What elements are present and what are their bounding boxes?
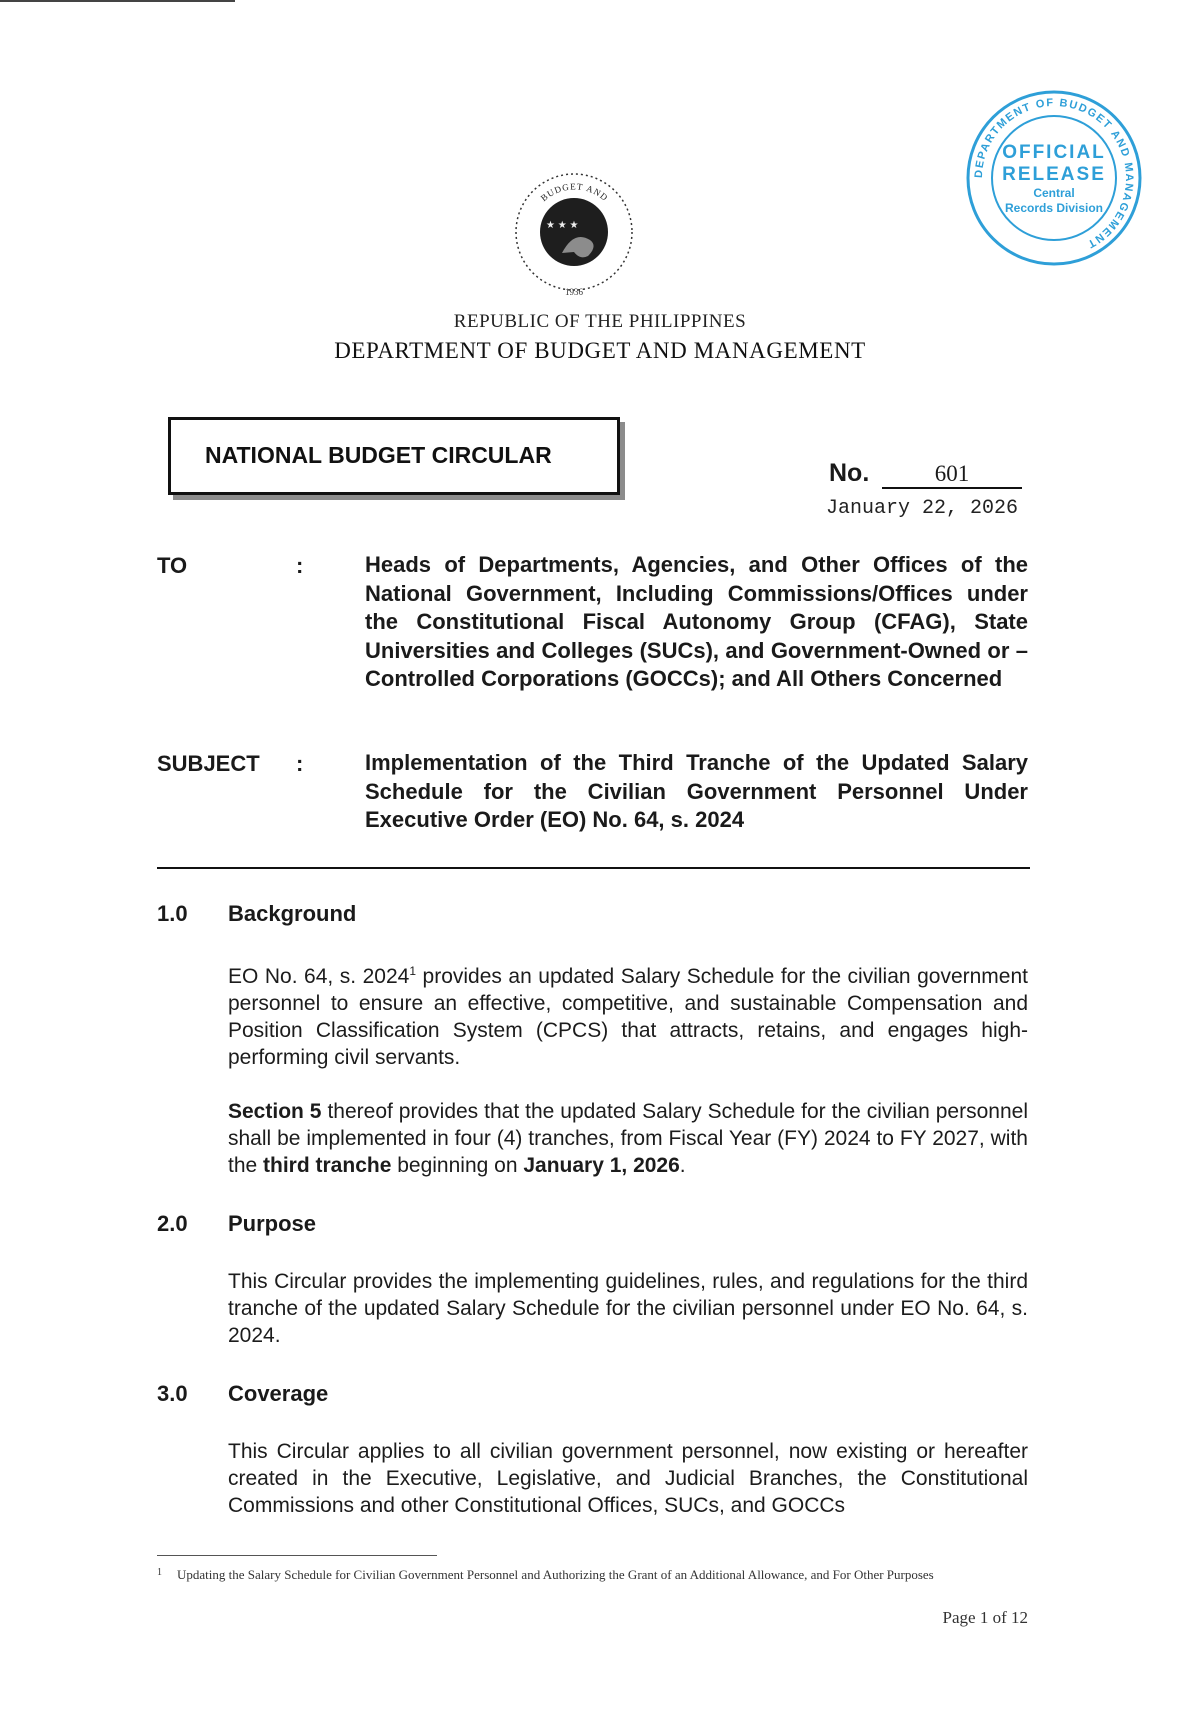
section-3-paragraph-1: This Circular applies to all civilian government personnel, now existing or hereafter created in the Executive, Legislative, and Judicial Branches, the Constitutional Commissions and other Constitutional Offices, SUCs, and GOCCs [228, 1440, 1028, 1517]
top-edge-line [0, 0, 235, 2]
section-2-paragraph-1: This Circular provides the implementing guidelines, rules, and regulations for the third tranche of the updated Salary Schedule for the civilian personnel under EO No. 64, s. 2024. [228, 1270, 1028, 1347]
section-1-paragraph-2: Section 5 thereof provides that the updated Salary Schedule for the civilian personnel shall be implemented in four (4) tranches, from Fiscal Year (FY) 2024 to FY 2027, with the third tranche beginning on January 1, 2026. [228, 1100, 1028, 1177]
footnote-divider [157, 1555, 437, 1556]
seal-arc-text: BUDGET AND [538, 181, 611, 204]
footnote-text: Updating the Salary Schedule for Civilian Government Personnel and Authorizing the Grant of an Additional Allowance, and For Other Purposes [177, 1567, 934, 1582]
subject-text: Implementation of the Third Tranche of the Updated Salary Schedule for the Civilian Government Personnel Under Executive Order (EO) No. 64, s. 2024 [365, 750, 1028, 832]
stamp-ring-text: DEPARTMENT OF BUDGET AND MANAGEMENT [972, 96, 1136, 251]
dbm-seal-icon [512, 168, 637, 298]
to-colon: : [296, 553, 304, 578]
footnote-number: 1 [157, 1567, 162, 1578]
section-1-paragraph-1: EO No. 64, s. 2024$^1$ provides an updated Salary Schedule for the civilian government personnel to ensure an effective, competitive, and sustainable Compensation and Position Classification System (CPCS) that attracts, retains, and engages high-performing civil servants. [228, 964, 1028, 1069]
stamp-line-records: Records Division [1004, 201, 1104, 215]
official-release-stamp [964, 88, 1144, 268]
circular-number-underline [882, 487, 1022, 489]
stamp-line-release: RELEASE [1002, 164, 1106, 185]
header-divider [157, 867, 1030, 869]
footnote-ref: 1 [409, 964, 417, 978]
section-2-number: 2.0 [157, 1211, 188, 1236]
circular-number: 601 [934, 461, 970, 486]
stamp-line-official: OFFICIAL [1002, 142, 1106, 163]
section-3-number: 3.0 [157, 1381, 188, 1406]
to-addressees: Heads of Departments, Agencies, and Other Offices of the National Government, Including Commissions/Offices under the Constitutional Fiscal Autonomy Group (CFAG), State Universities and Colleges (SUCs), and Government-Owned or –Controlled Corporations (GOCCs); and All Others Concerned [365, 552, 1028, 691]
footnote [157, 1566, 1029, 1584]
section-1-number: 1.0 [157, 901, 188, 926]
circular-number-label: No. [829, 459, 870, 487]
section-2-title: Purpose [228, 1211, 317, 1236]
subject-colon: : [296, 751, 304, 776]
section-1-title: Background [228, 901, 357, 926]
republic-heading: REPUBLIC OF THE PHILIPPINES [453, 311, 747, 332]
svg-text:★ ★ ★: ★ ★ ★ [546, 220, 579, 231]
seal-year: 1936 [565, 287, 583, 297]
to-label: TO [157, 553, 188, 578]
department-heading: DEPARTMENT OF BUDGET AND MANAGEMENT [334, 338, 866, 363]
circular-type-box [168, 417, 620, 495]
subject-label: SUBJECT [157, 751, 260, 776]
circular-type-label: NATIONAL BUDGET CIRCULAR [205, 442, 552, 468]
page-number: Page 1 of 12 [942, 1608, 1028, 1627]
circular-date: January 22, 2026 [825, 497, 1018, 520]
stamp-line-central: Central [1033, 186, 1075, 200]
section-3-title: Coverage [228, 1381, 329, 1406]
